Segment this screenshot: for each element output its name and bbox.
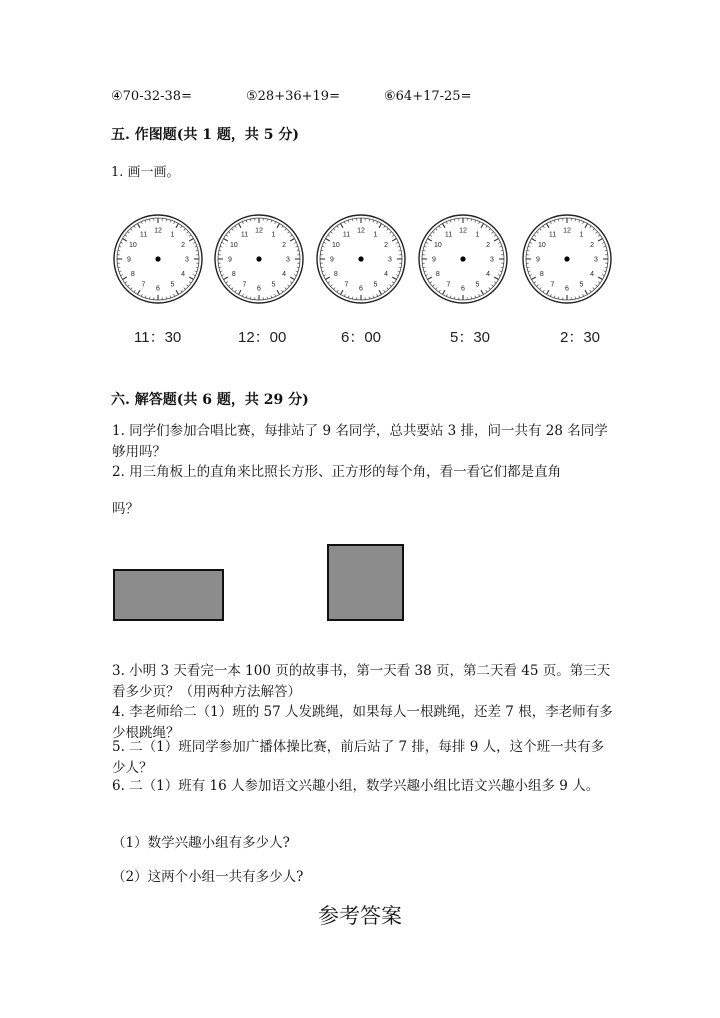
- clock-time-label-1: 11：30: [134, 329, 182, 346]
- section5-heading: 五. 作图题(共 1 题，共 5 分): [111, 127, 299, 143]
- clock-number: 9: [330, 256, 334, 264]
- clock-time-label-4: 5：30: [450, 329, 491, 346]
- clock-number: 2: [384, 242, 389, 249]
- clock-face-4: [417, 213, 509, 305]
- clock-time-label-5: 2：30: [560, 329, 601, 346]
- clock-number: 5: [271, 281, 276, 289]
- clock-number: 3: [185, 256, 189, 264]
- clock-center-dot: [256, 256, 261, 261]
- clock-number: 6: [156, 285, 160, 293]
- clock-number: 9: [127, 256, 131, 264]
- clock-number: 6: [461, 285, 465, 293]
- clock-number: 10: [229, 242, 238, 249]
- question-2-line-1: 2. 用三角板上的直角来比照长方形、正方形的每个角，看一看它们都是直角: [112, 464, 562, 480]
- clock-number: 6: [257, 285, 261, 293]
- clock-face-5: [521, 213, 613, 305]
- section6-heading: 六. 解答题(共 6 题，共 29 分): [111, 392, 309, 408]
- clock-face-3: [315, 213, 407, 305]
- clock-center-dot: [155, 256, 160, 261]
- clock-number: 4: [384, 271, 389, 278]
- question-2-line-2: 吗？: [112, 501, 139, 517]
- rectangle-shape: [113, 569, 224, 621]
- clock-number: 11: [240, 231, 249, 239]
- clock-number: 11: [444, 231, 453, 239]
- question-3: 3. 小明 3 天看完一本 100 页的故事书，第一天看 38 页，第二天看 45 页。第三天看多少页？（用两种方法解答）: [112, 663, 611, 700]
- clock-number: 2: [181, 242, 186, 249]
- question-5: 5. 二（1）班同学参加广播体操比赛，前后站了 7 排，每排 9 人，这个班一共有多少人？: [112, 739, 605, 776]
- clock-number: 9: [432, 256, 436, 264]
- answer-section-title: 参考答案: [318, 904, 402, 928]
- clock-number: 8: [130, 271, 135, 278]
- clock-number: 10: [331, 242, 340, 249]
- clock-number: 1: [170, 231, 175, 239]
- calc-item-5: ⑤28+36+19=: [246, 89, 340, 104]
- clock-number: 3: [388, 256, 392, 264]
- clock-svg: [112, 213, 204, 305]
- clock-number: 11: [139, 231, 148, 239]
- clock-number: 5: [475, 281, 480, 289]
- question-6: 6. 二（1）班有 16 人参加语文兴趣小组，数学兴趣小组比语文兴趣小组多 9 人。: [112, 778, 600, 794]
- clock-number: 7: [141, 281, 146, 289]
- clock-number: 12: [459, 227, 467, 235]
- clock-center-dot: [564, 256, 569, 261]
- clock-number: 8: [231, 271, 236, 278]
- clock-number: 1: [579, 231, 584, 239]
- calc-item-6: ⑥64+17-25=: [384, 89, 472, 104]
- question-1: 1. 同学们参加合唱比赛，每排站了 9 名同学，总共要站 3 排，问一共有 28 名同学够用吗？: [112, 423, 608, 460]
- clock-number: 8: [435, 271, 440, 278]
- clock-number: 1: [475, 231, 480, 239]
- clock-svg: [213, 213, 305, 305]
- clock-number: 5: [170, 281, 175, 289]
- clock-face-2: [213, 213, 305, 305]
- section5-question: 1. 画一画。: [111, 165, 180, 180]
- clock-number: 12: [255, 227, 263, 235]
- clock-number: 3: [490, 256, 494, 264]
- clock-center-dot: [358, 256, 363, 261]
- clock-number: 10: [128, 242, 137, 249]
- clock-number: 7: [344, 281, 349, 289]
- clock-number: 4: [486, 271, 491, 278]
- clock-number: 2: [590, 242, 595, 249]
- clock-number: 12: [563, 227, 571, 235]
- clock-number: 5: [579, 281, 584, 289]
- clock-number: 4: [282, 271, 287, 278]
- clock-number: 4: [590, 271, 595, 278]
- clock-time-label-3: 6：00: [341, 329, 382, 346]
- clock-number: 12: [357, 227, 365, 235]
- clock-number: 7: [550, 281, 555, 289]
- clock-number: 3: [594, 256, 598, 264]
- clock-number: 12: [154, 227, 162, 235]
- clock-number: 9: [228, 256, 232, 264]
- clock-number: 8: [539, 271, 544, 278]
- clock-number: 6: [359, 285, 363, 293]
- question-6-sub-1: （1）数学兴趣小组有多少人?: [112, 835, 290, 851]
- clock-face-1: [112, 213, 204, 305]
- clock-number: 1: [271, 231, 276, 239]
- clock-number: 2: [282, 242, 287, 249]
- question-6-sub-2: （2）这两个小组一共有多少人?: [112, 869, 304, 885]
- clock-number: 3: [286, 256, 290, 264]
- clock-number: 10: [537, 242, 546, 249]
- clock-number: 5: [373, 281, 378, 289]
- clock-svg: [315, 213, 407, 305]
- clock-number: 9: [536, 256, 540, 264]
- clock-number: 7: [446, 281, 451, 289]
- clock-number: 7: [242, 281, 247, 289]
- clock-center-dot: [460, 256, 465, 261]
- clock-number: 8: [333, 271, 338, 278]
- clock-svg: [417, 213, 509, 305]
- calc-item-4: ④70-32-38=: [111, 89, 192, 104]
- clock-svg: [521, 213, 613, 305]
- clock-number: 10: [433, 242, 442, 249]
- square-shape: [327, 544, 404, 621]
- clock-number: 6: [565, 285, 569, 293]
- clock-number: 4: [181, 271, 186, 278]
- clock-number: 11: [342, 231, 351, 239]
- clock-time-label-2: 12：00: [238, 329, 287, 346]
- clock-number: 1: [373, 231, 378, 239]
- clock-number: 2: [486, 242, 491, 249]
- clock-number: 11: [548, 231, 557, 239]
- question-4: 4. 李老师给二（1）班的 57 人发跳绳，如果每人一根跳绳，还差 7 根，李老师有多少根跳绳？: [112, 704, 613, 741]
